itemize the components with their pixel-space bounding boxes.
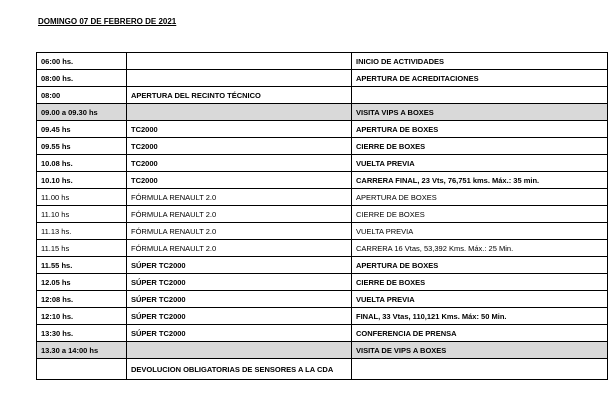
table-row xyxy=(37,138,608,155)
table-row xyxy=(37,206,608,223)
category-cell: FÓRMULA RENAULT 2.0 xyxy=(127,223,352,240)
category-cell: SÚPER TC2000 xyxy=(127,274,352,291)
table-row xyxy=(37,172,608,189)
table-row xyxy=(37,53,608,70)
category-cell: SÚPER TC2000 xyxy=(127,291,352,308)
category-cell: APERTURA DEL RECINTO TÉCNICO xyxy=(127,87,352,104)
category-cell xyxy=(127,53,352,70)
time-cell: 11.00 hs xyxy=(37,189,127,206)
time-cell: 11.13 hs. xyxy=(37,223,127,240)
time-cell: 10.08 hs. xyxy=(37,155,127,172)
time-cell xyxy=(37,359,127,380)
category-cell: TC2000 xyxy=(127,138,352,155)
category-cell: TC2000 xyxy=(127,172,352,189)
time-cell: 08:00 hs. xyxy=(37,70,127,87)
table-row xyxy=(37,104,608,121)
table-row xyxy=(37,308,608,325)
time-cell: 12:08 hs. xyxy=(37,291,127,308)
activity-cell: VUELTA PREVIA xyxy=(352,223,608,240)
table-row xyxy=(37,359,608,380)
activity-cell: CONFERENCIA DE PRENSA xyxy=(352,325,608,342)
activity-cell: APERTURA DE BOXES xyxy=(352,121,608,138)
activity-cell: VISITA DE VIPS A BOXES xyxy=(352,342,608,359)
table-row xyxy=(37,291,608,308)
schedule-table xyxy=(36,52,608,380)
category-cell: SÚPER TC2000 xyxy=(127,257,352,274)
time-cell: 13:30 hs. xyxy=(37,325,127,342)
table-row xyxy=(37,325,608,342)
table-row xyxy=(37,342,608,359)
category-cell xyxy=(127,70,352,87)
activity-cell: INICIO DE ACTIVIDADES xyxy=(352,53,608,70)
category-cell: TC2000 xyxy=(127,155,352,172)
activity-cell: VUELTA PREVIA xyxy=(352,291,608,308)
category-cell xyxy=(127,104,352,121)
activity-cell: APERTURA DE BOXES xyxy=(352,257,608,274)
table-row xyxy=(37,155,608,172)
activity-cell: CARRERA FINAL, 23 Vts, 76,751 kms. Máx.: 35 min. xyxy=(352,172,608,189)
time-cell: 11.55 hs. xyxy=(37,257,127,274)
table-row xyxy=(37,121,608,138)
activity-cell: APERTURA DE BOXES xyxy=(352,189,608,206)
activity-cell: CARRERA 16 Vtas, 53,392 Kms. Máx.: 25 Min. xyxy=(352,240,608,257)
table-row xyxy=(37,223,608,240)
category-cell: SÚPER TC2000 xyxy=(127,308,352,325)
activity-cell: CIERRE DE BOXES xyxy=(352,206,608,223)
page-title: DOMINGO 07 DE FEBRERO DE 2021 xyxy=(38,17,177,26)
category-cell: SÚPER TC2000 xyxy=(127,325,352,342)
activity-cell: CIERRE DE BOXES xyxy=(352,138,608,155)
table-row xyxy=(37,87,608,104)
time-cell: 09.55 hs xyxy=(37,138,127,155)
table-row xyxy=(37,274,608,291)
time-cell: 09.00 a 09.30 hs xyxy=(37,104,127,121)
table-row xyxy=(37,70,608,87)
category-cell: FÓRMULA RENAULT 2.0 xyxy=(127,240,352,257)
time-cell: 12:10 hs. xyxy=(37,308,127,325)
time-cell: 11.15 hs xyxy=(37,240,127,257)
activity-cell: VISITA VIPS A BOXES xyxy=(352,104,608,121)
table-row xyxy=(37,240,608,257)
activity-cell: FINAL, 33 Vtas, 110,121 Kms. Máx: 50 Min. xyxy=(352,308,608,325)
time-cell: 11.10 hs xyxy=(37,206,127,223)
activity-cell xyxy=(352,359,608,380)
table-row xyxy=(37,189,608,206)
time-cell: 12.05 hs xyxy=(37,274,127,291)
time-cell: 08:00 xyxy=(37,87,127,104)
category-cell: DEVOLUCION OBLIGATORIAS DE SENSORES A LA CDA xyxy=(127,359,352,380)
category-cell: TC2000 xyxy=(127,121,352,138)
time-cell: 06:00 hs. xyxy=(37,53,127,70)
time-cell: 13.30 a 14:00 hs xyxy=(37,342,127,359)
activity-cell: VUELTA PREVIA xyxy=(352,155,608,172)
time-cell: 09.45 hs xyxy=(37,121,127,138)
category-cell: FÓRMULA RENAULT 2.0 xyxy=(127,206,352,223)
table-row xyxy=(37,257,608,274)
activity-cell: CIERRE DE BOXES xyxy=(352,274,608,291)
schedule-table-body xyxy=(37,53,608,380)
activity-cell xyxy=(352,87,608,104)
activity-cell: APERTURA DE ACREDITACIONES xyxy=(352,70,608,87)
time-cell: 10.10 hs. xyxy=(37,172,127,189)
category-cell: FÓRMULA RENAULT 2.0 xyxy=(127,189,352,206)
category-cell xyxy=(127,342,352,359)
